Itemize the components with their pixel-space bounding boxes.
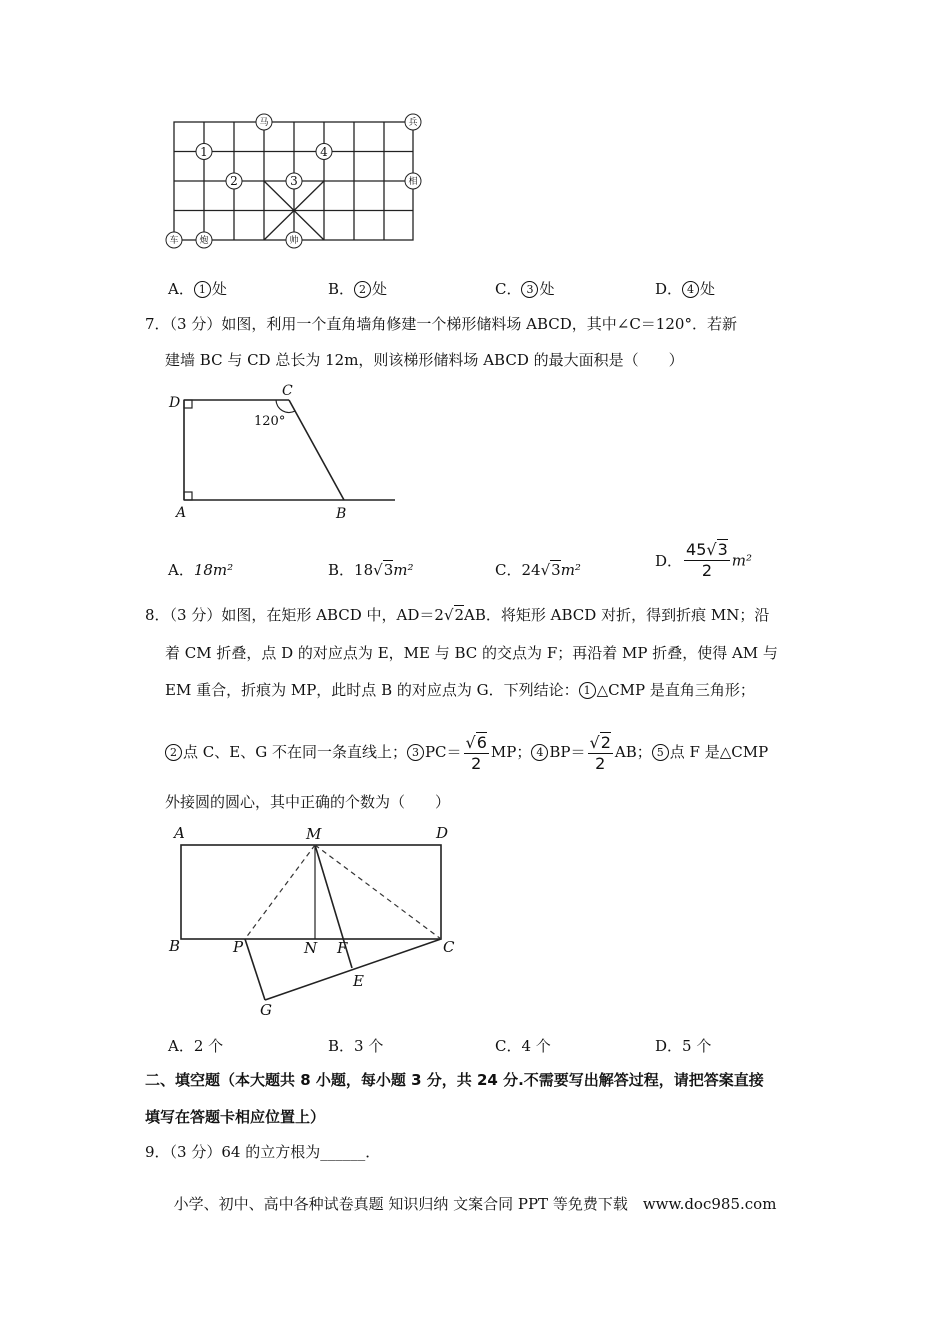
q8-option-b[interactable]: B．3 个 <box>328 1037 384 1055</box>
section-2-heading-line2: 填写在答题卡相应位置上） <box>145 1108 326 1126</box>
section-2-heading-line1: 二、填空题（本大题共 8 小题，每小题 3 分，共 24 分.不需要写出解答过程，请把答案直接 <box>145 1071 764 1089</box>
page-footer: 小学、初中、高中各种试卷真题 知识归纳 文案合同 PPT 等免费下载 www.doc985.com <box>173 1195 777 1213</box>
q8-option-a[interactable]: A．2 个 <box>168 1037 224 1055</box>
q8-stem-line4: 2 点 C、E、G 不在同一条直线上； 3 PC＝ $\frac{√6}{2}$ MP； 4 BP＝ $\frac{√2}{2}$ AB； 5 点 F 是△CMP <box>165 724 768 780</box>
label-c: C <box>282 383 293 399</box>
q8-rectangle-figure <box>160 820 470 1020</box>
chessboard-figure <box>160 110 430 255</box>
q8-stem-line1: 8．（3 分）如图，在矩形 ABCD 中，AD＝2√2AB．将矩形 ABCD 对折，得到折痕 MN；沿 <box>145 606 770 624</box>
label-c: C <box>443 938 455 956</box>
q7-stem-line2: 建墙 BC 与 CD 总长为 12m，则该梯形储料场 ABCD 的最大面积是（ ） <box>165 351 684 369</box>
piece-shuai: 帅 <box>289 236 299 246</box>
label-a: A <box>174 824 185 842</box>
mark-1: 1 <box>200 145 208 159</box>
q6-option-c[interactable]: C． 3 处 <box>495 280 555 298</box>
q7-option-c[interactable]: C．24√3m² <box>495 561 581 579</box>
q8-stem-line3: EM 重合，折痕为 MP，此时点 B 的对应点为 G．下列结论： 1 △CMP 是直角三角形； <box>165 681 755 699</box>
piece-bing: 兵 <box>408 118 418 128</box>
q8-option-d[interactable]: D．5 个 <box>655 1037 712 1055</box>
q7-option-d[interactable]: D． $\frac{45√3}{2}$ m² <box>655 540 753 580</box>
q8-option-c[interactable]: C．4 个 <box>495 1037 551 1055</box>
q8-stem-line2: 着 CM 折叠，点 D 的对应点为 E，ME 与 BC 的交点为 F；再沿着 MP 折叠，使得 AM 与 <box>165 644 778 662</box>
label-g: G <box>260 1001 272 1019</box>
piece-xiang: 相 <box>408 177 418 187</box>
label-f: F <box>337 939 348 957</box>
q7-option-b[interactable]: B．18√3m² <box>328 561 414 579</box>
label-p: P <box>233 938 244 956</box>
mark-4: 4 <box>320 145 328 159</box>
q6-option-b[interactable]: B． 2 处 <box>328 280 388 298</box>
q7-trapezoid-figure <box>160 380 410 525</box>
q6-option-a[interactable]: A． 1 处 <box>168 280 227 298</box>
angle-label: 120° <box>254 414 286 429</box>
label-b: B <box>336 506 347 522</box>
label-n: N <box>304 939 318 957</box>
q9-stem: 9．（3 分）64 的立方根为______． <box>145 1143 381 1161</box>
q6-option-d[interactable]: D． 4 处 <box>655 280 716 298</box>
q7-option-a[interactable]: A．18m² <box>168 561 234 579</box>
mark-3: 3 <box>290 174 298 188</box>
q8-stem-line5: 外接圆的圆心，其中正确的个数为（ ） <box>165 793 451 811</box>
piece-ma: 马 <box>259 118 269 128</box>
label-b: B <box>169 937 181 955</box>
label-e: E <box>353 972 364 990</box>
label-d: D <box>169 395 181 411</box>
piece-che: 车 <box>169 236 179 246</box>
mark-2: 2 <box>230 174 238 188</box>
label-a: A <box>176 505 187 521</box>
label-d: D <box>436 824 449 842</box>
q9-answer-blank[interactable]: ______． <box>320 1143 381 1161</box>
label-m: M <box>306 825 322 843</box>
q7-stem-line1: 7．（3 分）如图，利用一个直角墙角修建一个梯形储料场 ABCD，其中∠C＝120°．若新 <box>145 315 737 333</box>
piece-pao: 炮 <box>199 236 209 246</box>
